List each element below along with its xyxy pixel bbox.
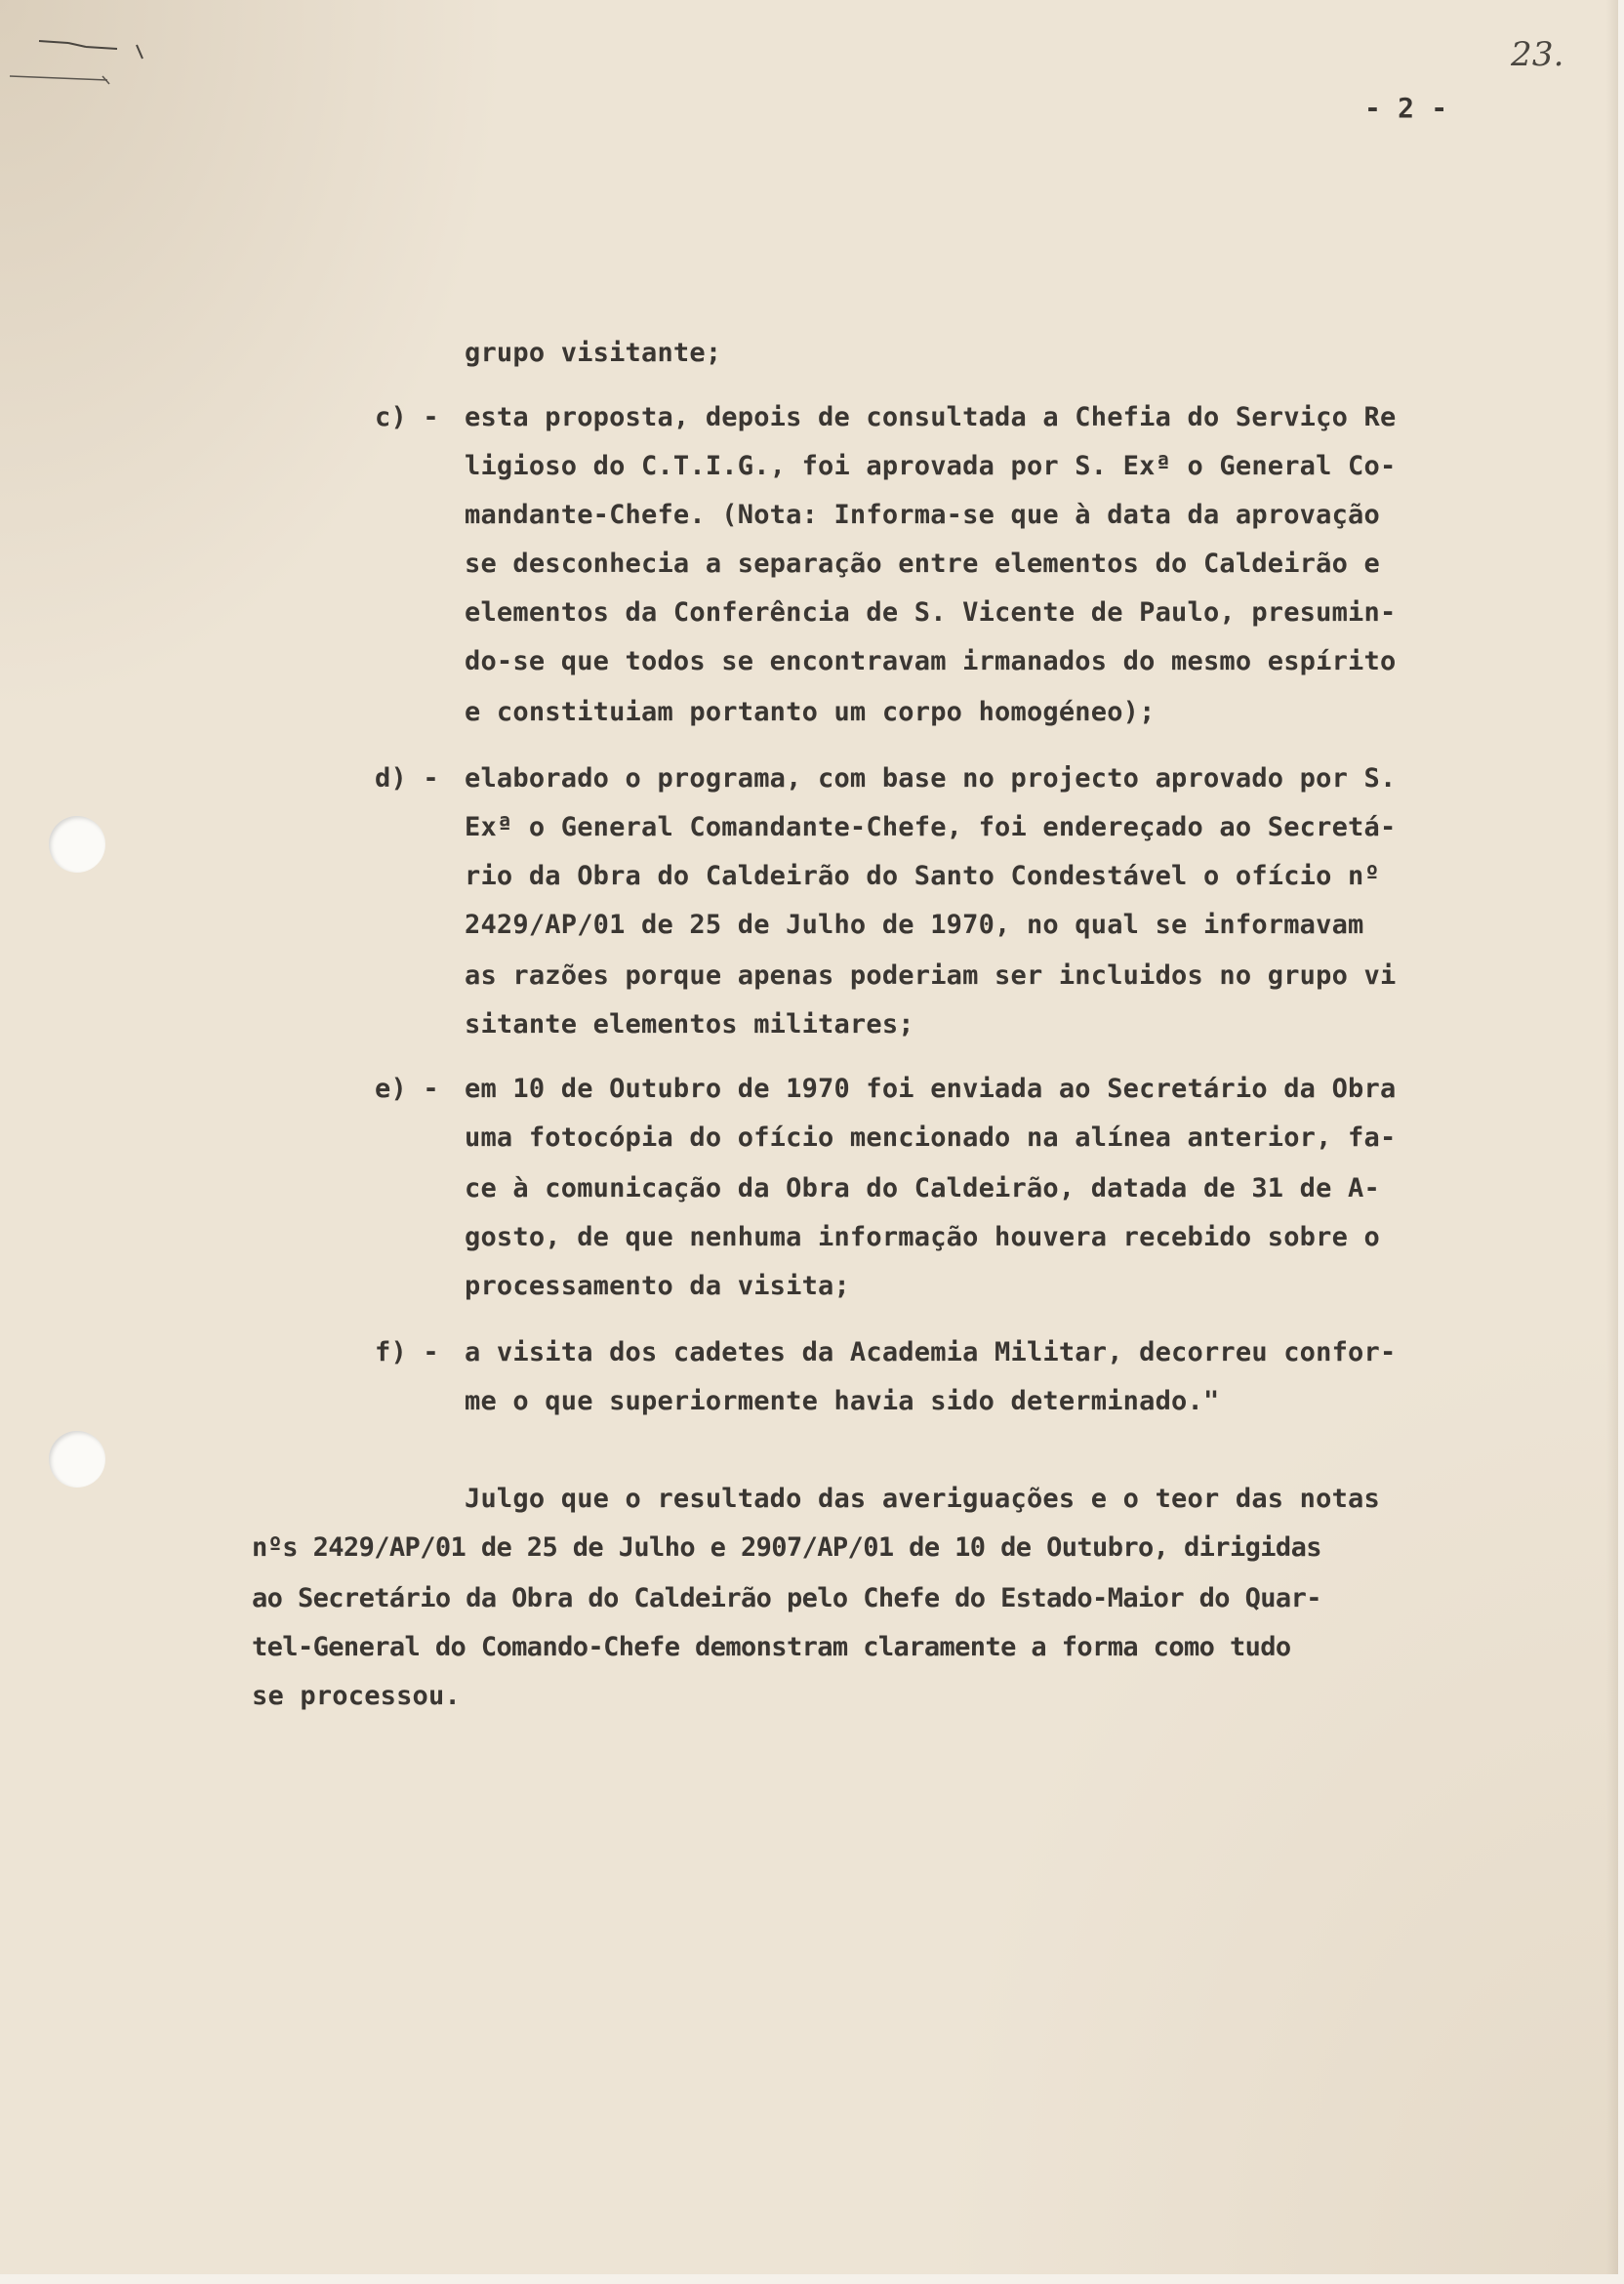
item-label-f: f) - xyxy=(375,1337,439,1367)
text-line: uma fotocópia do ofício mencionado na alínea anterior, fa- xyxy=(465,1122,1397,1153)
text-line: nºs 2429/AP/01 de 25 de Julho e 2907/AP/01 de 10 de Outubro, dirigidas xyxy=(252,1532,1321,1563)
text-line: se desconhecia a separação entre elementos do Caldeirão e xyxy=(465,549,1380,579)
page-number: - 2 - xyxy=(1364,92,1448,124)
page-right-border xyxy=(1618,0,1624,2284)
item-label-c: c) - xyxy=(375,402,439,432)
page-bottom-border xyxy=(0,2274,1624,2284)
text-line: gosto, de que nenhuma informação houvera recebido sobre o xyxy=(465,1222,1380,1252)
text-line: e constituiam portanto um corpo homogéneo); xyxy=(465,697,1156,727)
text-line: me o que superiormente havia sido determinado." xyxy=(465,1386,1220,1416)
punch-hole-top xyxy=(49,816,105,873)
text-line: as razões porque apenas poderiam ser incluidos no grupo vi xyxy=(465,960,1397,991)
text-line: Julgo que o resultado das averiguações e o teor das notas xyxy=(465,1484,1380,1514)
text-line: grupo visitante; xyxy=(465,338,722,368)
text-line: Exª o General Comandante-Chefe, foi endereçado ao Secretá- xyxy=(465,812,1397,842)
text-line: a visita dos cadetes da Academia Militar, decorreu confor- xyxy=(465,1337,1397,1367)
text-line: processamento da visita; xyxy=(465,1271,850,1301)
text-line: rio da Obra do Caldeirão do Santo Condestável o ofício nº xyxy=(465,861,1380,891)
item-label-e: e) - xyxy=(375,1074,439,1104)
text-line: ce à comunicação da Obra do Caldeirão, datada de 31 de A- xyxy=(465,1173,1380,1203)
punch-hole-bottom xyxy=(49,1431,105,1488)
text-line: do-se que todos se encontravam irmanados do mesmo espírito xyxy=(465,646,1397,676)
text-line: elaborado o programa, com base no projecto aprovado por S. xyxy=(465,763,1397,794)
text-line: ao Secretário da Obra do Caldeirão pelo Chefe do Estado-Maior do Quar- xyxy=(252,1583,1321,1613)
item-label-d: d) - xyxy=(375,763,439,794)
text-line: tel-General do Comando-Chefe demonstram claramente a forma como tudo xyxy=(252,1632,1291,1662)
folio-number: 23. xyxy=(1511,35,1564,74)
staple-mark xyxy=(0,29,166,98)
text-line: esta proposta, depois de consultada a Chefia do Serviço Re xyxy=(465,402,1397,432)
text-line: 2429/AP/01 de 25 de Julho de 1970, no qual se informavam xyxy=(465,910,1364,940)
text-line: elementos da Conferência de S. Vicente de Paulo, presumin- xyxy=(465,597,1397,628)
text-line: em 10 de Outubro de 1970 foi enviada ao Secretário da Obra xyxy=(465,1074,1397,1104)
text-line: se processou. xyxy=(252,1681,461,1711)
text-line: ligioso do C.T.I.G., foi aprovada por S. Exª o General Co- xyxy=(465,451,1397,481)
text-line: mandante-Chefe. (Nota: Informa-se que à data da aprovação xyxy=(465,500,1380,530)
text-line: sitante elementos militares; xyxy=(465,1009,914,1040)
